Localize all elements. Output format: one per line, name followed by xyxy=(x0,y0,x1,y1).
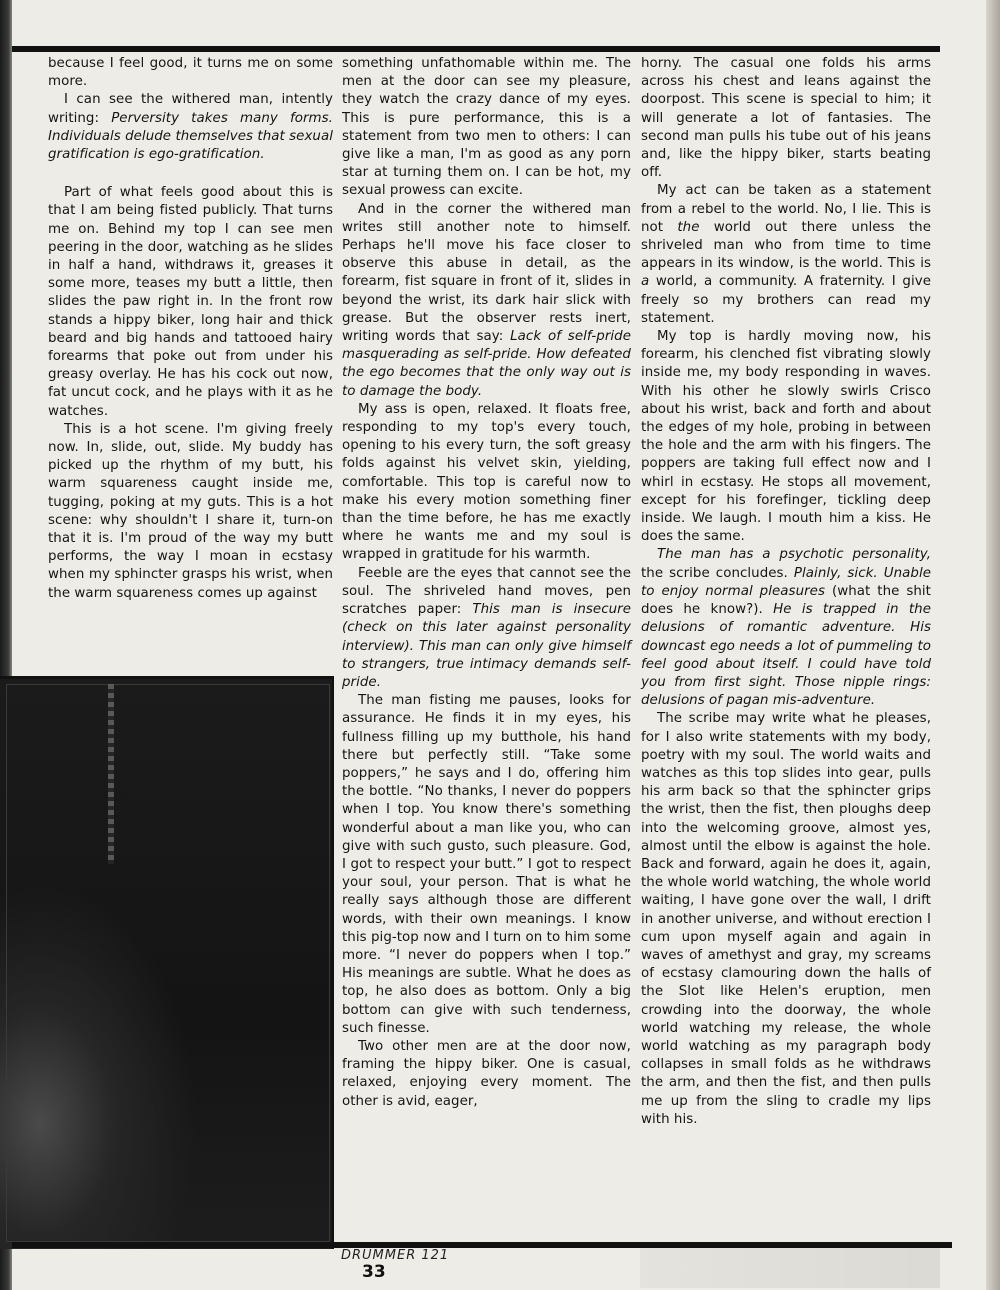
paragraph: And in the corner the withered man writes still another note to himself. Perhaps he'll move his face closer to observe this abuse in detail, as the forearm, fist square in front of it, slides in beyond the wrist, its dark hair slick with grease. But the observer rests inert, writing words that say: Lack of self-pride masquerading as self-pride. How defeated the ego becomes that the only way out is to damage the body. xyxy=(342,201,631,399)
show-through xyxy=(640,1248,940,1288)
paragraph: The man has a psychotic personality, the scribe concludes. Plainly, sick. Unable to enjoy normal pleasures (what the shit does he know?). He is trapped in the delusions of romantic adventure. His downcast ego needs a lot of pummeling to feel good about itself. I could have told you from first sight. Those nipple rings: delusions of pagan mis-adventure. xyxy=(641,547,932,709)
paragraph: horny. The casual one folds his arms across his chest and leans against the doorpost. This scene is special to him; it will generate a lot of fantasies. The second man pulls his tube out of his jeans and, like the hippy biker, starts beating off. xyxy=(641,56,931,181)
paragraph: Part of what feels good about this is that I am being fisted publicly. That turns me on. Behind my top I can see men peering in the door, watching as he slides in half a hand, withdraws it, greases it some more, teases my butt a little, then slides the paw right in. In the front row stands a hippy biker, long hair and thick beard and big hands and tattooed hairy forearms that poke out from under his greasy overlay. He has his cock out now, fat uncut cock, and he plays with it as he watches. xyxy=(48,185,333,419)
paragraph: something unfathomable within me. The men at the door can see my pleasure, they watch the crazy dance of my eyes. This is pure performance, this is a statement from two men to others: I can give like a man, I'm as good as any porn star at turning them on. I can be hot, my sexual prowess can excite. xyxy=(342,56,631,199)
text-column-3 xyxy=(641,55,931,1129)
photograph-frame xyxy=(6,684,330,1242)
paragraph: My ass is open, relaxed. It floats free, responding to my top's every touch, opening to his every turn, the soft greasy folds against his velvet skin, yielding, comfortable. This top is careful now to make his every motion something finer than the time before, he has me exactly where he wants me and my soul is wrapped in gratitude for his warmth. xyxy=(342,401,631,563)
text-column-2 xyxy=(342,55,631,1111)
footer-page-number: 33 xyxy=(362,1262,386,1282)
text-column-1 xyxy=(48,55,333,603)
top-rule xyxy=(12,46,940,52)
paragraph: My act can be taken as a statement from a rebel to the world. No, I lie. This is not the world out there unless the shriveled man who from time to time appears in its window, is the world. This is a world, a community. A fraternity. I give freely so my brothers can read my statement. xyxy=(641,183,932,326)
paragraph: The man fisting me pauses, looks for assurance. He finds it in my eyes, his fullness filling up my butthole, his hand there but perfectly still. “Take some poppers,” he says and I do, offering him the bottle. “No thanks, I never do poppers when I top. You know there's something wonderful about a man like you, who can give with such gusto, such pleasure. God, I got to respect your butt.” I got to respect your soul, your person. That is what he really says although those are different words, with their own meanings. I know this pig-top now and I turn on to him some more. “I never do poppers when I top.” His meanings are subtle. What he does as top, he also does as bottom. Only a big bottom can give with such tenderness, such finesse. xyxy=(342,693,631,1036)
paragraph: Two other men are at the door now, framing the hippy biker. One is casual, relaxed, enjoying every moment. The other is avid, eager, xyxy=(342,1038,631,1109)
page-edge-shadow xyxy=(986,0,1000,1290)
paragraph: This is a hot scene. I'm giving freely now. In, slide, out, slide. My buddy has picked up the rhythm of my butt, his warm squareness caught inside me, tugging, poking at my guts. This is a hot scene: why shouldn't I share it, turn-on that it is. I'm proud of the way my butt performs, the way I moan in ecstasy when my sphincter grasps his wrist, when the warm squareness comes up against xyxy=(48,421,333,601)
paragraph: The scribe may write what he pleases, for I also write statements with my body, poetry with my soul. The world waits and watches as this top slides into gear, pulls his arm back so that the sphincter grips the wrist, then the fist, then ploughs deep into the welcoming groove, almost yes, almost until the elbow is against the hole. Back and forward, again he does it, again, the whole world watching, the whole world waiting, I have gone over the wall, I drift in another universe, and without erection I cum upon myself again and again in waves of amethyst and gray, my screams of ecstasy clamouring down the halls of the Slot like Helen's eruption, men crowding into the doorway, the whole world watching my release, the whole world watching as my paragraph body collapses in small folds as he withdraws the arm, and then the fist, and then pulls me up from the sling to cradle my lips with his. xyxy=(641,711,931,1127)
chain-in-photo xyxy=(108,684,114,864)
footer-magazine-name: DRUMMER 121 xyxy=(341,1248,450,1263)
paragraph: I can see the withered man, intently writing: Perversity takes many forms. Individuals delude themselves that sexual gratification is ego-gratification. xyxy=(48,92,333,163)
paragraph: Feeble are the eyes that cannot see the soul. The shriveled hand moves, pen scratches paper: This man is insecure (check on this later against personality interview). This man can only give himself to strangers, true intimacy demands self-pride. xyxy=(342,565,631,690)
paragraph: because I feel good, it turns me on some more. xyxy=(48,56,333,90)
paragraph: My top is hardly moving now, his forearm, his clenched fist vibrating slowly inside me, my body responding in waves. With his other he slowly swirls Crisco about his wrist, back and forth and about the edges of my hole, probing in between the hole and the arm with his fingers. The poppers are taking full effect now and I whirl in ecstasy. He stops all movement, except for his forefinger, tickling deep inside. We laugh. I mouth him a kiss. He does the same. xyxy=(641,329,931,545)
